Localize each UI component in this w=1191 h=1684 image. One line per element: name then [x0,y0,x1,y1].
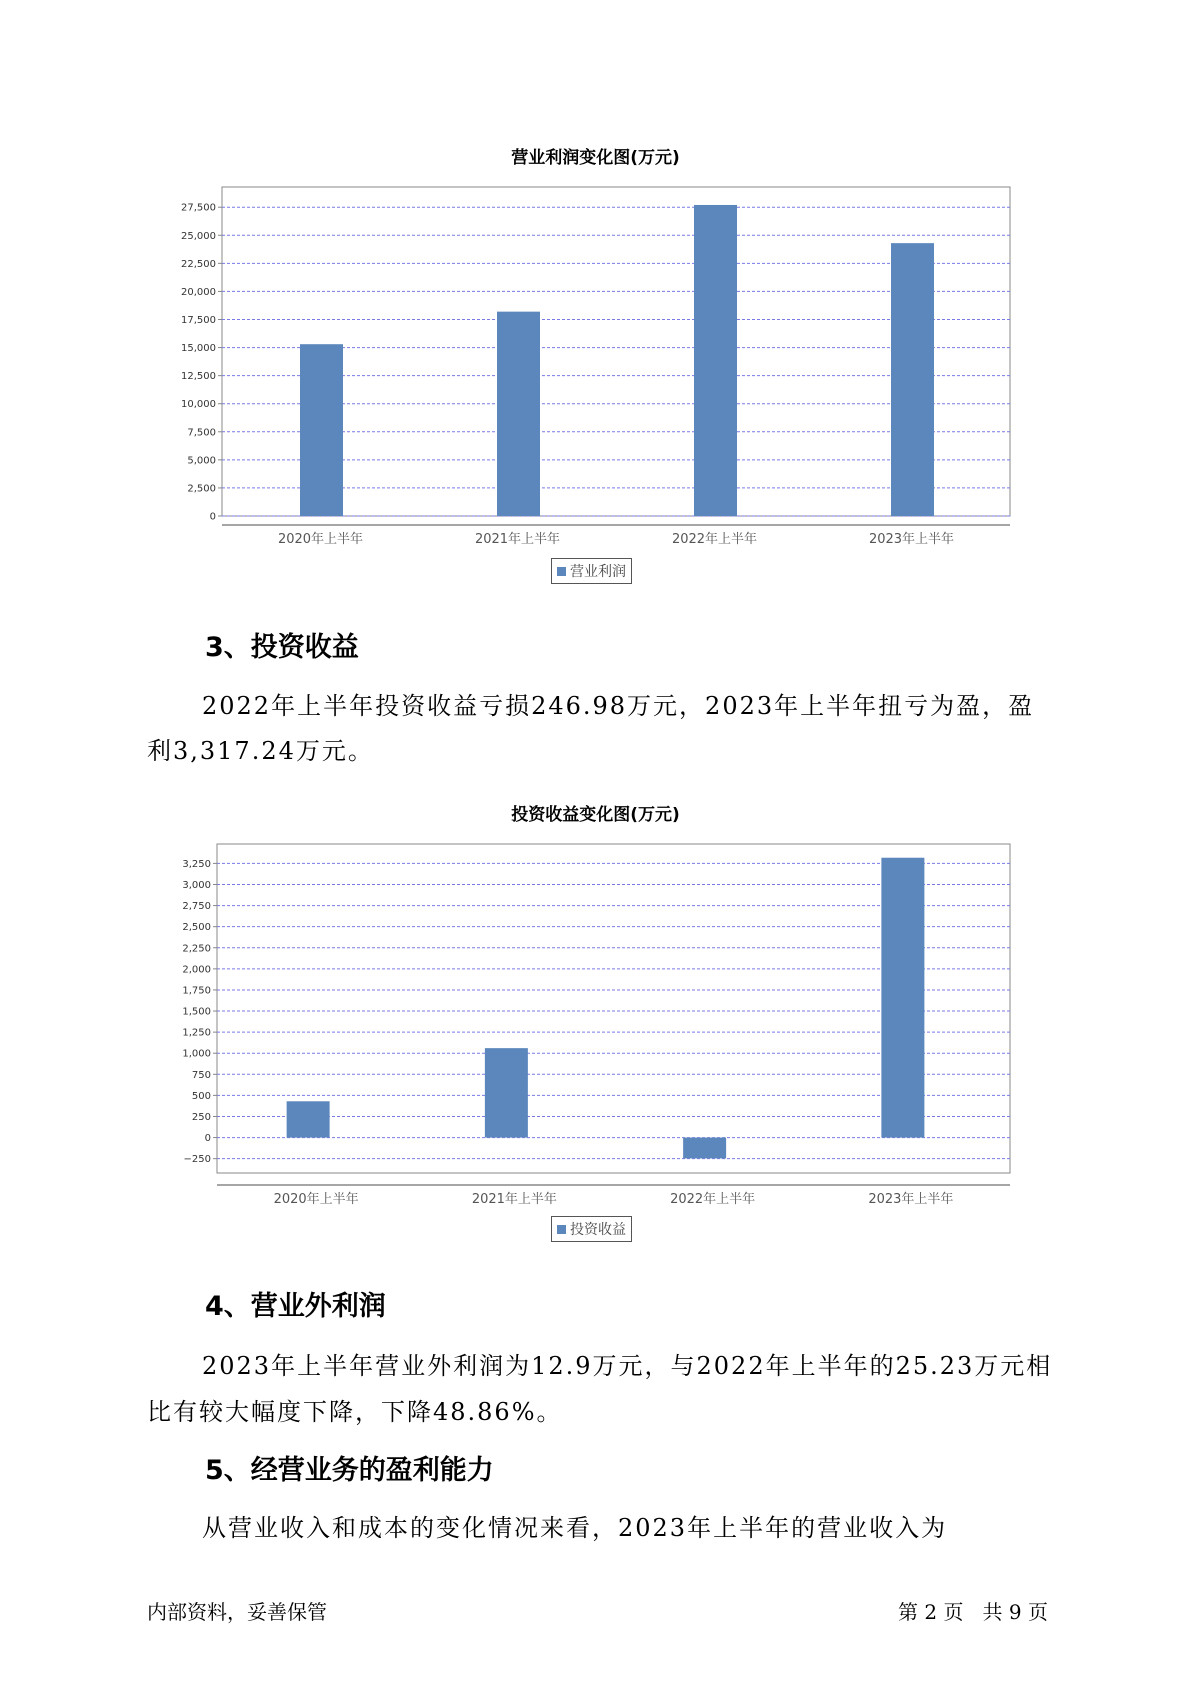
legend-swatch [557,567,566,576]
footer-page-number: 第 2 页 共 9 页 [898,1600,1048,1624]
y-tick-label: 22,500 [181,258,216,270]
y-tick-label: 0 [204,1133,211,1145]
chart1-legend-label: 营业利润 [570,564,626,580]
chart1-legend [551,558,632,584]
x-category-label: 2022年上半年 [670,1192,756,1207]
section5-line1: 从营业收入和成本的变化情况来看，2023年上半年的营业收入为 [202,1514,948,1542]
y-tick-label: 2,250 [182,943,211,955]
bar [287,1101,330,1137]
y-tick-label: 5,000 [187,455,216,467]
section4-heading: 4、营业外利润 [205,1291,386,1322]
bar [694,205,737,516]
y-tick-label: 1,750 [182,985,211,997]
y-tick-label: 7,500 [187,427,216,439]
y-tick-label: 12,500 [181,371,216,383]
bar [300,344,343,516]
chart2-legend [551,1216,632,1242]
bar [881,858,924,1138]
footer-left: 内部资料，妥善保管 [147,1600,327,1624]
y-tick-label: 2,500 [182,922,211,934]
y-tick-label: 250 [191,1111,211,1123]
y-tick-label: 3,000 [182,879,211,891]
chart2-legend-label: 投资收益 [570,1222,626,1238]
section3-heading: 3、投资收益 [205,632,359,663]
bar [497,312,540,516]
x-category-label: 2020年上半年 [273,1192,359,1207]
operating-profit-chart [0,180,1191,600]
x-category-label: 2023年上半年 [868,1192,954,1207]
y-tick-label: 750 [191,1069,211,1081]
investment-income-chart [0,840,1191,1240]
y-tick-label: 10,000 [181,399,216,411]
legend-swatch [557,1225,566,1234]
bar [683,1138,726,1159]
y-tick-label: 17,500 [181,314,216,326]
bar [485,1048,528,1137]
section3-line1: 2022年上半年投资收益亏损246.98万元，2023年上半年扭亏为盈，盈 [202,692,1035,720]
section4-line2: 比有较大幅度下降，下降48.86%。 [147,1398,563,1426]
y-tick-label: 0 [209,511,216,523]
y-tick-label: 1,250 [182,1027,211,1039]
y-tick-label: 500 [191,1090,211,1102]
y-tick-label: 1,500 [182,1006,211,1018]
chart2-title: 投资收益变化图(万元) [511,805,680,825]
y-tick-label: 2,000 [182,964,211,976]
section3-line2: 利3,317.24万元。 [147,737,374,765]
y-tick-label: 27,500 [181,202,216,214]
y-tick-label: 2,500 [187,483,216,495]
x-category-label: 2021年上半年 [474,532,561,547]
x-category-label: 2023年上半年 [868,532,955,547]
section4-line1: 2023年上半年营业外利润为12.9万元，与2022年上半年的25.23万元相 [202,1352,1053,1380]
y-tick-label: 25,000 [181,230,216,242]
y-tick-label: 20,000 [181,286,216,298]
y-tick-label: 2,750 [182,901,211,913]
section5-heading: 5、经营业务的盈利能力 [205,1455,494,1486]
x-category-label: 2020年上半年 [277,532,364,547]
x-category-label: 2022年上半年 [671,532,758,547]
y-tick-label: 3,250 [182,858,211,870]
y-tick-label: 1,000 [182,1048,211,1060]
y-tick-label: 15,000 [181,343,216,355]
y-tick-label: −250 [183,1154,211,1166]
chart1-title: 营业利润变化图(万元) [511,148,680,168]
bar [891,243,934,516]
x-category-label: 2021年上半年 [471,1192,557,1207]
